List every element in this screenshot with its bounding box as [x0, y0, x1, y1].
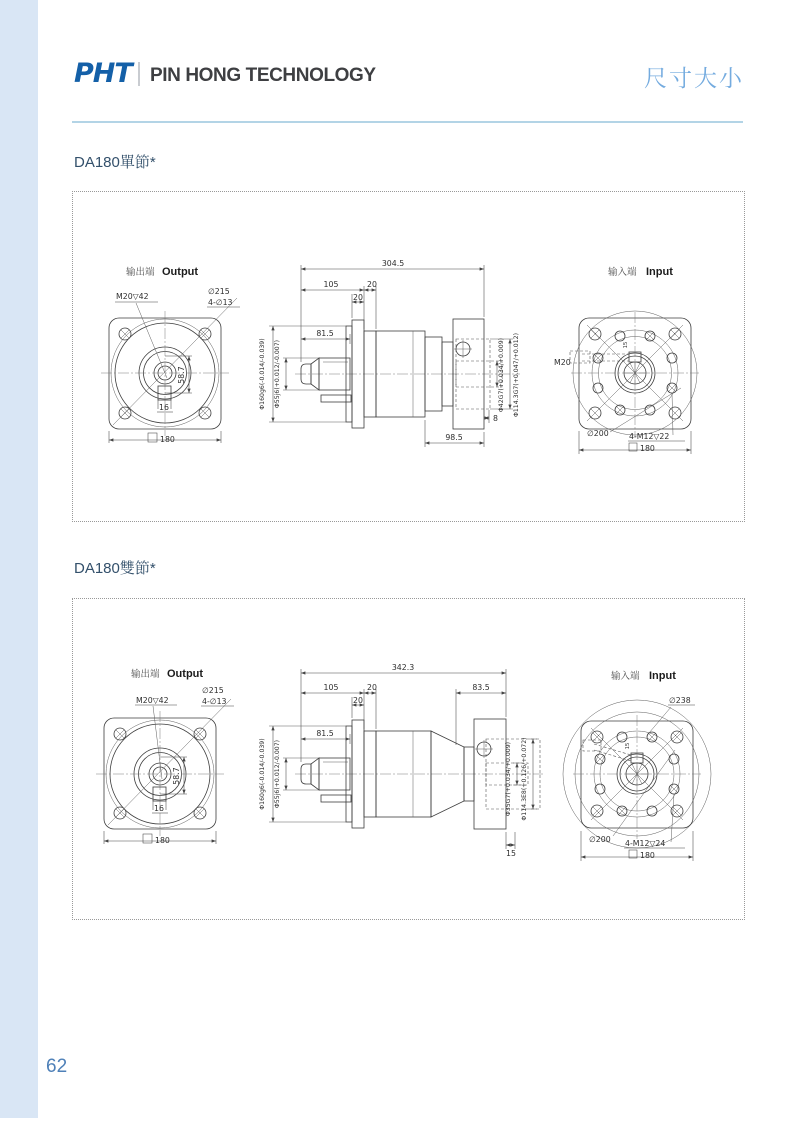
drawing-da180-single: [73, 192, 744, 521]
output-bolt-circle-label: ∅215: [208, 287, 230, 296]
side-d815: 81.5: [316, 729, 334, 738]
side-d20a: 20: [367, 683, 377, 692]
side-tol-160: Φ160g6(-0.014/-0.039): [259, 338, 266, 410]
drawing-frame-double: [72, 598, 745, 920]
output-flange-dim: 180: [155, 836, 170, 845]
input-bolts-label: 4-M12▽24: [625, 839, 666, 848]
output-label-en: Output: [167, 668, 204, 680]
output-flange-dim: 180: [160, 435, 175, 444]
output-label-en: Output: [162, 266, 199, 278]
section-title-single: DA180單節*: [74, 154, 156, 171]
side-d815: 81.5: [316, 329, 334, 338]
header-rule: [72, 121, 743, 123]
brand-name: PIN HONG TECHNOLOGY: [150, 65, 376, 86]
single-input-view: [554, 266, 699, 454]
double-side-view: [259, 663, 543, 858]
single-side-view: [259, 259, 520, 447]
side-tol-1143: Φ114.3E8(+0.126/+0.072): [521, 737, 528, 821]
input-keyway-dim: 15: [625, 742, 631, 750]
input-circle-label: ∅200: [589, 835, 611, 844]
input-keyway-dim: 15: [623, 341, 629, 349]
output-key-dim: 16: [159, 403, 169, 412]
input-label-en: Input: [649, 670, 676, 682]
page-number: 62: [46, 1056, 68, 1077]
input-label-en: Input: [646, 266, 673, 278]
side-tol-1143: Φ114.3G7(+0.047/+0.012): [513, 332, 520, 418]
side-d105: 105: [323, 280, 339, 289]
section-title-double: DA180雙節*: [74, 560, 156, 577]
side-tol-55: Φ55j6(+0.012/-0.007): [274, 339, 281, 409]
square-symbol: [148, 433, 157, 442]
input-bolts-label: 4-M12▽22: [629, 432, 670, 441]
input-label-zh: 输入端: [611, 671, 640, 682]
page-title: 尺寸大小: [644, 65, 744, 91]
pht-logo: PHT: [74, 58, 132, 89]
side-d835: 83.5: [472, 683, 490, 692]
output-key-dim: 16: [154, 804, 164, 813]
square-symbol: [143, 834, 152, 843]
side-d20a: 20: [367, 280, 377, 289]
logo-divider: [138, 62, 140, 86]
side-tol-42: Φ42G7(+0.034/+0.009): [498, 337, 505, 413]
double-output-view: [96, 668, 234, 845]
output-height-dim: 58.7: [177, 366, 186, 384]
side-tol-55: Φ55j6(+0.012/-0.007): [274, 739, 281, 809]
drawing-da180-double: [73, 599, 744, 919]
side-d15: 15: [506, 849, 516, 858]
input-thread-label: M20: [554, 358, 571, 367]
side-d20b: 20: [353, 696, 363, 705]
output-thread-label: M20▽42: [116, 292, 149, 301]
side-total-dim: 342.3: [391, 663, 415, 672]
side-d985: 98.5: [445, 433, 463, 442]
single-output-view: [101, 266, 240, 444]
left-accent-bar: [0, 0, 38, 1118]
output-label-zh: 输出端: [126, 267, 155, 278]
input-circle-label: ∅200: [587, 429, 609, 438]
input-label-zh: 输入端: [608, 267, 637, 278]
side-tol-35: Φ35G7(+0.034/+0.009): [505, 741, 512, 817]
side-d8: 8: [493, 414, 498, 423]
output-holes-label: 4-∅13: [202, 697, 227, 706]
output-bolt-circle-label: ∅215: [202, 686, 224, 695]
input-outer-circle-label: ∅238: [669, 696, 691, 705]
side-d20b: 20: [353, 293, 363, 302]
side-total-dim: 304.5: [381, 259, 405, 268]
side-d105: 105: [323, 683, 339, 692]
double-input-view: [563, 670, 711, 861]
input-flange-dim: 180: [640, 851, 655, 860]
output-thread-label: M20▽42: [136, 696, 169, 705]
output-label-zh: 输出端: [131, 669, 160, 680]
drawing-frame-single: [72, 191, 745, 522]
output-height-dim: 58.7: [172, 767, 181, 785]
output-holes-label: 4-∅13: [208, 298, 233, 307]
input-flange-dim: 180: [640, 444, 655, 453]
side-tol-160: Φ160g6(-0.014/-0.039): [259, 738, 266, 810]
